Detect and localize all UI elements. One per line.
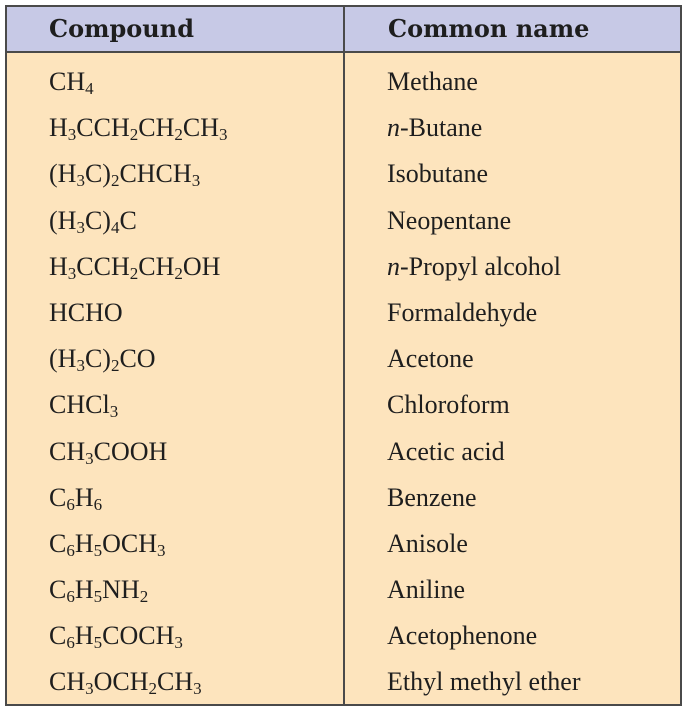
text-segment: H xyxy=(74,482,94,512)
header-common-name: Common name xyxy=(388,14,590,43)
text-segment: -Butane xyxy=(400,113,483,143)
subscript: 5 xyxy=(93,587,103,607)
text-segment: (H xyxy=(49,205,77,235)
common-name-cell xyxy=(387,290,537,336)
subscript: 2 xyxy=(174,263,183,283)
compound-cell xyxy=(49,244,220,290)
subscript: 5 xyxy=(93,633,103,653)
text-segment: Formaldehyde xyxy=(387,297,538,327)
subscript: 3 xyxy=(76,356,85,376)
text-segment: C xyxy=(49,621,67,651)
table-row xyxy=(7,244,680,290)
subscript: 2 xyxy=(110,356,120,376)
subscript: 3 xyxy=(174,633,183,653)
text-segment: COCH xyxy=(102,621,175,651)
table-row xyxy=(7,59,680,105)
subscript: 3 xyxy=(219,125,228,145)
table-row xyxy=(7,336,680,382)
compound-cell xyxy=(49,290,123,336)
text-segment: H xyxy=(74,575,94,605)
common-name-cell xyxy=(387,59,478,105)
compound-cell xyxy=(49,382,118,428)
text-segment: CH xyxy=(49,667,86,697)
compound-cell xyxy=(49,429,167,475)
common-name-cell xyxy=(387,336,474,382)
table-row xyxy=(7,659,680,705)
subscript: 6 xyxy=(66,494,75,514)
common-name-cell xyxy=(387,244,561,290)
subscript: 5 xyxy=(93,540,103,560)
table-row xyxy=(7,290,680,336)
text-segment: CCH xyxy=(76,113,130,143)
compound-cell xyxy=(49,59,94,105)
text-segment: Aniline xyxy=(387,575,465,605)
text-segment: Acetophenone xyxy=(387,621,538,651)
text-segment: CCH xyxy=(76,251,130,281)
text-segment: CH xyxy=(49,436,86,466)
subscript: 3 xyxy=(76,171,85,191)
subscript: 6 xyxy=(93,494,103,514)
subscript: 6 xyxy=(66,587,75,607)
common-name-cell xyxy=(387,567,465,613)
subscript: 2 xyxy=(139,587,149,607)
subscript: 3 xyxy=(157,540,166,560)
compound-cell xyxy=(49,105,228,151)
compound-cell xyxy=(49,567,148,613)
compound-cell xyxy=(49,475,102,521)
table-row xyxy=(7,429,680,475)
text-segment: n xyxy=(387,113,400,143)
text-segment: H xyxy=(74,621,94,651)
text-segment: OH xyxy=(182,251,221,281)
common-name-cell xyxy=(387,521,468,567)
text-segment: C) xyxy=(84,344,111,374)
text-segment: NH xyxy=(102,575,140,605)
table-row xyxy=(7,475,680,521)
text-segment: Neopentane xyxy=(387,205,512,235)
text-segment: Acetone xyxy=(387,344,474,374)
table-row xyxy=(7,105,680,151)
subscript: 3 xyxy=(67,263,77,283)
text-segment: CH xyxy=(138,251,175,281)
compound-cell xyxy=(49,151,200,197)
table-body xyxy=(7,59,680,706)
table-row xyxy=(7,567,680,613)
text-segment: HCHO xyxy=(49,297,123,327)
common-name-cell xyxy=(387,198,511,244)
text-segment: C xyxy=(49,482,67,512)
text-segment: -Propyl alcohol xyxy=(400,251,562,281)
text-segment: (H xyxy=(49,344,77,374)
text-segment: Methane xyxy=(387,67,478,96)
compound-name-table xyxy=(5,5,682,706)
compound-cell xyxy=(49,521,166,567)
text-segment: CHCl xyxy=(49,390,110,420)
text-segment: n xyxy=(387,251,400,281)
text-segment: Ethyl methyl ether xyxy=(387,667,581,697)
common-name-cell xyxy=(387,151,488,197)
text-segment: CH xyxy=(49,67,86,96)
subscript: 3 xyxy=(67,125,77,145)
text-segment: H xyxy=(74,528,94,558)
text-segment: OCH xyxy=(93,667,149,697)
text-segment: Isobutane xyxy=(387,159,489,189)
text-segment: (H xyxy=(49,159,77,189)
table-row xyxy=(7,151,680,197)
subscript: 3 xyxy=(85,448,94,468)
common-name-cell xyxy=(387,475,477,521)
table-row xyxy=(7,521,680,567)
text-segment: C xyxy=(119,205,137,235)
common-name-cell xyxy=(387,382,510,428)
subscript: 6 xyxy=(66,540,75,560)
table-row xyxy=(7,382,680,428)
compound-cell xyxy=(49,613,183,659)
subscript: 4 xyxy=(110,217,120,237)
subscript: 3 xyxy=(109,402,119,422)
text-segment: CH xyxy=(182,113,219,143)
text-segment: C) xyxy=(84,205,111,235)
subscript: 3 xyxy=(85,679,94,699)
text-segment: CH xyxy=(157,667,194,697)
text-segment: C xyxy=(49,528,67,558)
text-segment: CHCH xyxy=(119,159,192,189)
subscript: 2 xyxy=(174,125,183,145)
subscript: 3 xyxy=(193,679,202,699)
subscript: 2 xyxy=(148,679,158,699)
text-segment: OCH xyxy=(102,528,158,558)
subscript: 2 xyxy=(110,171,120,191)
subscript: 3 xyxy=(191,171,201,191)
common-name-cell xyxy=(387,613,537,659)
compound-cell xyxy=(49,336,156,382)
common-name-cell xyxy=(387,429,505,475)
compound-cell xyxy=(49,198,137,244)
text-segment: Benzene xyxy=(387,482,477,512)
subscript: 2 xyxy=(129,263,139,283)
common-name-cell xyxy=(387,105,482,151)
subscript: 2 xyxy=(129,125,139,145)
subscript: 6 xyxy=(66,633,75,653)
text-segment: COOH xyxy=(93,436,168,466)
text-segment: H xyxy=(49,113,68,143)
text-segment: CO xyxy=(119,344,156,374)
common-name-cell xyxy=(387,659,581,705)
subscript: 4 xyxy=(85,79,94,98)
text-segment: C) xyxy=(84,159,111,189)
header-compound: Compound xyxy=(49,14,194,43)
subscript: 3 xyxy=(76,217,85,237)
text-segment: Acetic acid xyxy=(387,436,505,466)
text-segment: H xyxy=(49,251,68,281)
table-row xyxy=(7,613,680,659)
compound-cell xyxy=(49,659,202,705)
text-segment: Anisole xyxy=(387,528,468,558)
table-row xyxy=(7,198,680,244)
text-segment: C xyxy=(49,575,67,605)
text-segment: Chloroform xyxy=(387,390,510,420)
text-segment: CH xyxy=(138,113,175,143)
